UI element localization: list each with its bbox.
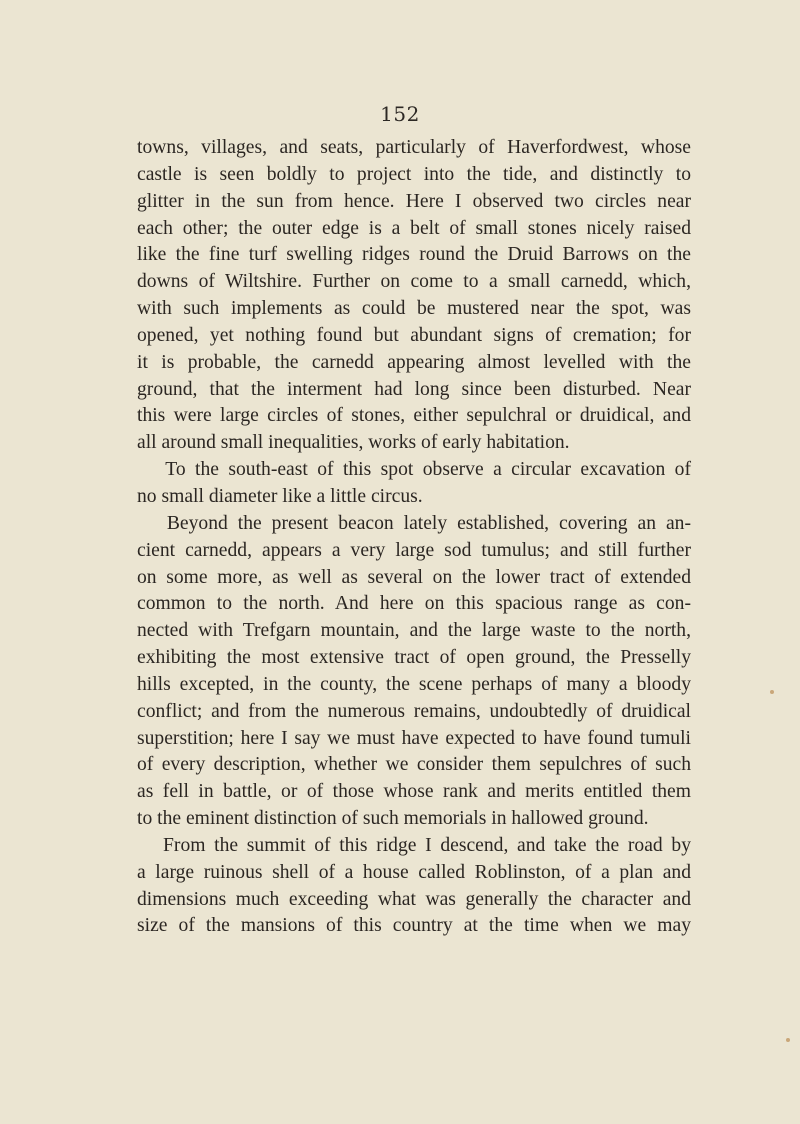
text-line: opened, yet nothing found but abundant signs of cremation; for: [137, 324, 691, 346]
text-line: hills excepted, in the county, the scene perhaps of many a bloody: [137, 673, 691, 695]
text-line: glitter in the sun from hence. Here I observed two circles near: [137, 190, 691, 212]
text-line: size of the mansions of this country at the time when we may: [137, 915, 691, 937]
text-line: superstition; here I say we must have expected to have found tumuli: [137, 727, 691, 749]
text-line: as fell in battle, or of those whose rank and merits entitled them: [137, 781, 691, 803]
text-line: nected with Trefgarn mountain, and the large waste to the north,: [137, 620, 691, 642]
text-line: towns, villages, and seats, particularly of Haverfordwest, whose: [137, 137, 691, 158]
text-line: with such implements as could be mustered near the spot, was: [137, 298, 691, 320]
text-line: no small diameter like a little circus.: [137, 485, 423, 507]
text-line: cient carnedd, appears a very large sod tumulus; and still further: [137, 539, 691, 561]
text-line: ground, that the interment had long since been disturbed. Near: [137, 378, 691, 400]
text-line: to the eminent distinction of such memorials in hallowed ground.: [137, 808, 649, 830]
text-line: exhibiting the most extensive tract of open ground, the Presselly: [137, 647, 691, 669]
text-line: Beyond the present beacon lately established, covering an an-: [137, 512, 691, 534]
text-line: To the south-east of this spot observe a circular excavation of: [137, 459, 691, 481]
text-line: castle is seen boldly to project into the tide, and distinctly to: [137, 163, 691, 185]
text-line: this were large circles of stones, either sepulchral or druidical, and: [137, 405, 691, 427]
paper-speck: [786, 1038, 790, 1042]
text-line: downs of Wiltshire. Further on come to a small carnedd, which,: [137, 271, 691, 293]
text-line: common to the north. And here on this spacious range as con-: [137, 593, 691, 615]
text-line: of every description, whether we consider them sepulchres of such: [137, 754, 691, 776]
paper-speck: [770, 690, 774, 694]
text-line: conflict; and from the numerous remains, undoubtedly of druidical: [137, 700, 691, 722]
page-number: 152: [380, 102, 420, 126]
text-line: like the fine turf swelling ridges round the Druid Barrows on the: [137, 244, 691, 266]
text-line: all around small inequalities, works of early habitation.: [137, 432, 570, 454]
body-text: [137, 135, 691, 940]
text-line: on some more, as well as several on the lower tract of extended: [137, 566, 691, 588]
text-line: dimensions much exceeding what was generally the character and: [137, 888, 691, 910]
text-line: From the summit of this ridge I descend, and take the road by: [137, 834, 691, 856]
text-line: a large ruinous shell of a house called Roblinston, of a plan and: [137, 861, 691, 883]
text-line: each other; the outer edge is a belt of small stones nicely raised: [137, 217, 691, 239]
text-line: it is probable, the carnedd appearing almost levelled with the: [137, 351, 691, 373]
